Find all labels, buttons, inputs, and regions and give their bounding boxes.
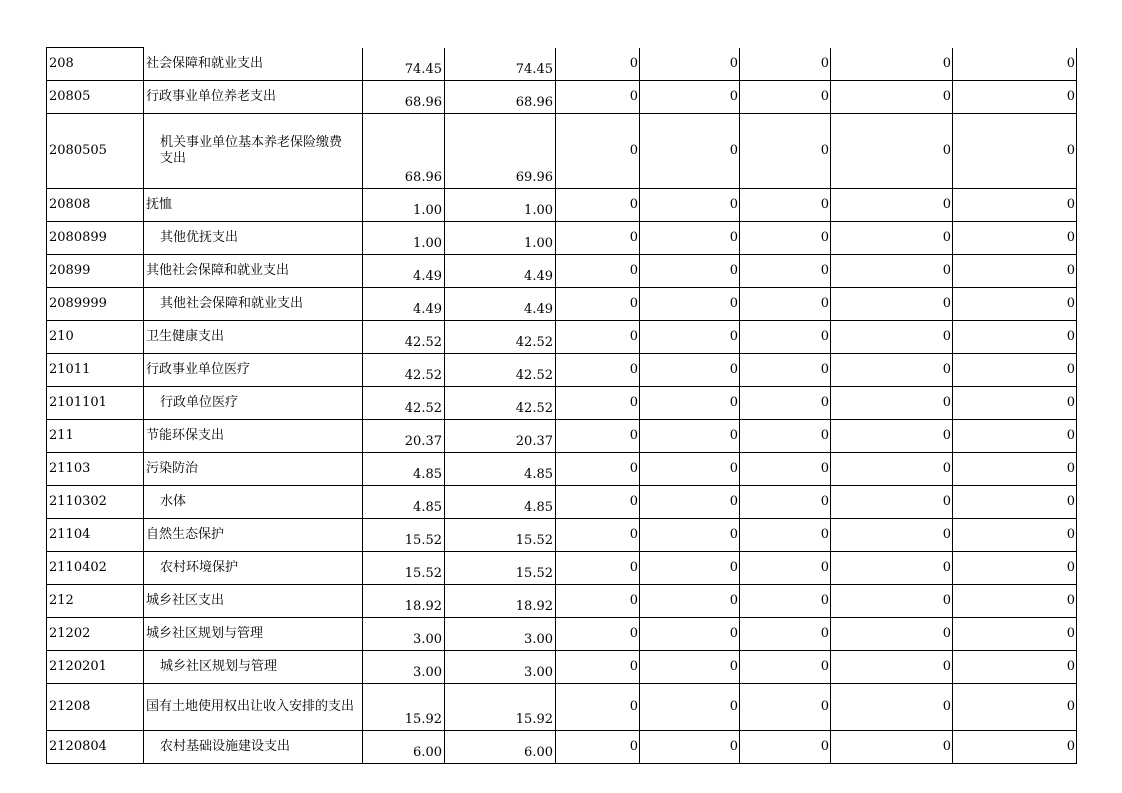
code-cell: 2110402	[47, 551, 144, 584]
zero-cell: 0	[740, 683, 831, 730]
zero-cell: 0	[556, 113, 640, 188]
zero-cell: 0	[740, 551, 831, 584]
zero-cell: 0	[740, 188, 831, 221]
total-amount-cell: 42.52	[363, 386, 445, 419]
zero-cell: 0	[740, 287, 831, 320]
zero-cell: 0	[953, 518, 1077, 551]
code-cell: 21103	[47, 452, 144, 485]
zero-cell: 0	[953, 730, 1077, 763]
zero-cell: 0	[556, 188, 640, 221]
zero-cell: 0	[740, 221, 831, 254]
table-row	[47, 485, 1077, 518]
table-row	[47, 320, 1077, 353]
zero-cell: 0	[640, 320, 740, 353]
total-amount-cell: 68.96	[363, 80, 445, 113]
zero-cell: 0	[556, 452, 640, 485]
zero-cell: 0	[640, 287, 740, 320]
basic-amount-cell: 4.85	[445, 485, 556, 518]
zero-cell: 0	[556, 287, 640, 320]
zero-cell: 0	[640, 353, 740, 386]
table-row	[47, 419, 1077, 452]
name-cell: 机关事业单位基本养老保险缴费支出	[144, 113, 363, 188]
zero-cell: 0	[831, 650, 953, 683]
total-amount-cell: 15.92	[363, 683, 445, 730]
basic-amount-cell: 4.49	[445, 287, 556, 320]
basic-amount-cell: 42.52	[445, 320, 556, 353]
table-row	[47, 650, 1077, 683]
table-row	[47, 730, 1077, 763]
zero-cell: 0	[831, 320, 953, 353]
zero-cell: 0	[953, 287, 1077, 320]
zero-cell: 0	[556, 485, 640, 518]
name-cell: 节能环保支出	[144, 419, 363, 452]
basic-amount-cell: 1.00	[445, 221, 556, 254]
zero-cell: 0	[556, 221, 640, 254]
zero-cell: 0	[740, 419, 831, 452]
zero-cell: 0	[740, 452, 831, 485]
zero-cell: 0	[831, 617, 953, 650]
total-amount-cell: 74.45	[363, 48, 445, 81]
code-cell: 2120804	[47, 730, 144, 763]
total-amount-cell: 3.00	[363, 650, 445, 683]
zero-cell: 0	[953, 650, 1077, 683]
zero-cell: 0	[953, 113, 1077, 188]
zero-cell: 0	[556, 386, 640, 419]
total-amount-cell: 15.52	[363, 551, 445, 584]
zero-cell: 0	[831, 287, 953, 320]
basic-amount-cell: 4.85	[445, 452, 556, 485]
zero-cell: 0	[831, 584, 953, 617]
basic-amount-cell: 3.00	[445, 617, 556, 650]
zero-cell: 0	[640, 221, 740, 254]
table-row	[47, 584, 1077, 617]
table-row	[47, 221, 1077, 254]
zero-cell: 0	[831, 48, 953, 81]
total-amount-cell: 4.85	[363, 485, 445, 518]
total-amount-cell: 1.00	[363, 188, 445, 221]
total-amount-cell: 42.52	[363, 320, 445, 353]
zero-cell: 0	[831, 683, 953, 730]
total-amount-cell: 4.85	[363, 452, 445, 485]
name-cell: 城乡社区支出	[144, 584, 363, 617]
total-amount-cell: 18.92	[363, 584, 445, 617]
code-cell: 2110302	[47, 485, 144, 518]
zero-cell: 0	[640, 683, 740, 730]
zero-cell: 0	[556, 518, 640, 551]
zero-cell: 0	[556, 730, 640, 763]
zero-cell: 0	[640, 254, 740, 287]
code-cell: 20899	[47, 254, 144, 287]
zero-cell: 0	[556, 419, 640, 452]
zero-cell: 0	[556, 80, 640, 113]
zero-cell: 0	[640, 650, 740, 683]
code-cell: 210	[47, 320, 144, 353]
zero-cell: 0	[640, 386, 740, 419]
zero-cell: 0	[556, 320, 640, 353]
zero-cell: 0	[640, 617, 740, 650]
code-cell: 2120201	[47, 650, 144, 683]
zero-cell: 0	[953, 452, 1077, 485]
zero-cell: 0	[740, 730, 831, 763]
table-row	[47, 254, 1077, 287]
code-cell: 21011	[47, 353, 144, 386]
zero-cell: 0	[640, 551, 740, 584]
basic-amount-cell: 15.92	[445, 683, 556, 730]
total-amount-cell: 4.49	[363, 254, 445, 287]
zero-cell: 0	[953, 419, 1077, 452]
table-row	[47, 287, 1077, 320]
zero-cell: 0	[831, 419, 953, 452]
table-row	[47, 80, 1077, 113]
zero-cell: 0	[640, 80, 740, 113]
name-cell: 自然生态保护	[144, 518, 363, 551]
zero-cell: 0	[640, 419, 740, 452]
budget-table	[46, 47, 1077, 764]
name-cell: 其他社会保障和就业支出	[144, 287, 363, 320]
basic-amount-cell: 42.52	[445, 353, 556, 386]
table-row	[47, 188, 1077, 221]
name-cell: 抚恤	[144, 188, 363, 221]
basic-amount-cell: 68.96	[445, 80, 556, 113]
zero-cell: 0	[740, 617, 831, 650]
table-row	[47, 683, 1077, 730]
zero-cell: 0	[953, 551, 1077, 584]
basic-amount-cell: 15.52	[445, 551, 556, 584]
zero-cell: 0	[953, 485, 1077, 518]
zero-cell: 0	[831, 452, 953, 485]
zero-cell: 0	[640, 518, 740, 551]
zero-cell: 0	[556, 48, 640, 81]
name-cell: 卫生健康支出	[144, 320, 363, 353]
name-cell: 其他社会保障和就业支出	[144, 254, 363, 287]
name-cell: 行政事业单位养老支出	[144, 80, 363, 113]
total-amount-cell: 15.52	[363, 518, 445, 551]
total-amount-cell: 1.00	[363, 221, 445, 254]
code-cell: 21104	[47, 518, 144, 551]
code-cell: 2089999	[47, 287, 144, 320]
table-row	[47, 386, 1077, 419]
zero-cell: 0	[556, 353, 640, 386]
code-cell: 2101101	[47, 386, 144, 419]
total-amount-cell: 42.52	[363, 353, 445, 386]
zero-cell: 0	[740, 650, 831, 683]
table-row	[47, 353, 1077, 386]
table-row	[47, 48, 1077, 81]
zero-cell: 0	[740, 353, 831, 386]
basic-amount-cell: 3.00	[445, 650, 556, 683]
basic-amount-cell: 42.52	[445, 386, 556, 419]
total-amount-cell: 20.37	[363, 419, 445, 452]
zero-cell: 0	[831, 386, 953, 419]
total-amount-cell: 4.49	[363, 287, 445, 320]
zero-cell: 0	[740, 320, 831, 353]
zero-cell: 0	[740, 518, 831, 551]
code-cell: 2080505	[47, 113, 144, 188]
table-row	[47, 113, 1077, 188]
zero-cell: 0	[640, 730, 740, 763]
zero-cell: 0	[953, 221, 1077, 254]
zero-cell: 0	[640, 113, 740, 188]
zero-cell: 0	[640, 48, 740, 81]
zero-cell: 0	[831, 353, 953, 386]
table-body	[47, 48, 1077, 764]
zero-cell: 0	[640, 584, 740, 617]
zero-cell: 0	[831, 730, 953, 763]
basic-amount-cell: 20.37	[445, 419, 556, 452]
zero-cell: 0	[831, 221, 953, 254]
name-cell: 行政事业单位医疗	[144, 353, 363, 386]
zero-cell: 0	[556, 683, 640, 730]
zero-cell: 0	[740, 584, 831, 617]
basic-amount-cell: 4.49	[445, 254, 556, 287]
zero-cell: 0	[953, 617, 1077, 650]
name-cell: 社会保障和就业支出	[144, 48, 363, 81]
name-cell: 农村环境保护	[144, 551, 363, 584]
name-cell: 水体	[144, 485, 363, 518]
zero-cell: 0	[831, 518, 953, 551]
zero-cell: 0	[831, 254, 953, 287]
code-cell: 211	[47, 419, 144, 452]
total-amount-cell: 68.96	[363, 113, 445, 188]
table-row	[47, 617, 1077, 650]
zero-cell: 0	[556, 254, 640, 287]
zero-cell: 0	[740, 80, 831, 113]
zero-cell: 0	[556, 584, 640, 617]
zero-cell: 0	[953, 353, 1077, 386]
zero-cell: 0	[953, 188, 1077, 221]
zero-cell: 0	[953, 254, 1077, 287]
name-cell: 国有土地使用权出让收入安排的支出	[144, 683, 363, 730]
basic-amount-cell: 69.96	[445, 113, 556, 188]
zero-cell: 0	[640, 188, 740, 221]
basic-amount-cell: 18.92	[445, 584, 556, 617]
name-cell: 行政单位医疗	[144, 386, 363, 419]
zero-cell: 0	[740, 485, 831, 518]
zero-cell: 0	[740, 113, 831, 188]
zero-cell: 0	[953, 320, 1077, 353]
zero-cell: 0	[953, 48, 1077, 81]
total-amount-cell: 3.00	[363, 617, 445, 650]
zero-cell: 0	[556, 650, 640, 683]
zero-cell: 0	[831, 551, 953, 584]
zero-cell: 0	[831, 113, 953, 188]
zero-cell: 0	[831, 188, 953, 221]
zero-cell: 0	[953, 584, 1077, 617]
name-cell: 其他优抚支出	[144, 221, 363, 254]
code-cell: 21202	[47, 617, 144, 650]
zero-cell: 0	[556, 551, 640, 584]
name-cell: 污染防治	[144, 452, 363, 485]
name-cell: 城乡社区规划与管理	[144, 617, 363, 650]
zero-cell: 0	[640, 452, 740, 485]
basic-amount-cell: 15.52	[445, 518, 556, 551]
code-cell: 20808	[47, 188, 144, 221]
code-cell: 20805	[47, 80, 144, 113]
zero-cell: 0	[831, 485, 953, 518]
zero-cell: 0	[953, 683, 1077, 730]
zero-cell: 0	[556, 617, 640, 650]
code-cell: 212	[47, 584, 144, 617]
name-cell: 城乡社区规划与管理	[144, 650, 363, 683]
zero-cell: 0	[740, 254, 831, 287]
table-row	[47, 452, 1077, 485]
code-cell: 21208	[47, 683, 144, 730]
total-amount-cell: 6.00	[363, 730, 445, 763]
basic-amount-cell: 1.00	[445, 188, 556, 221]
zero-cell: 0	[953, 80, 1077, 113]
basic-amount-cell: 6.00	[445, 730, 556, 763]
zero-cell: 0	[640, 485, 740, 518]
basic-amount-cell: 74.45	[445, 48, 556, 81]
zero-cell: 0	[740, 48, 831, 81]
code-cell: 2080899	[47, 221, 144, 254]
code-cell: 208	[47, 48, 144, 81]
table-row	[47, 518, 1077, 551]
zero-cell: 0	[953, 386, 1077, 419]
zero-cell: 0	[740, 386, 831, 419]
table-row	[47, 551, 1077, 584]
name-cell: 农村基础设施建设支出	[144, 730, 363, 763]
zero-cell: 0	[831, 80, 953, 113]
